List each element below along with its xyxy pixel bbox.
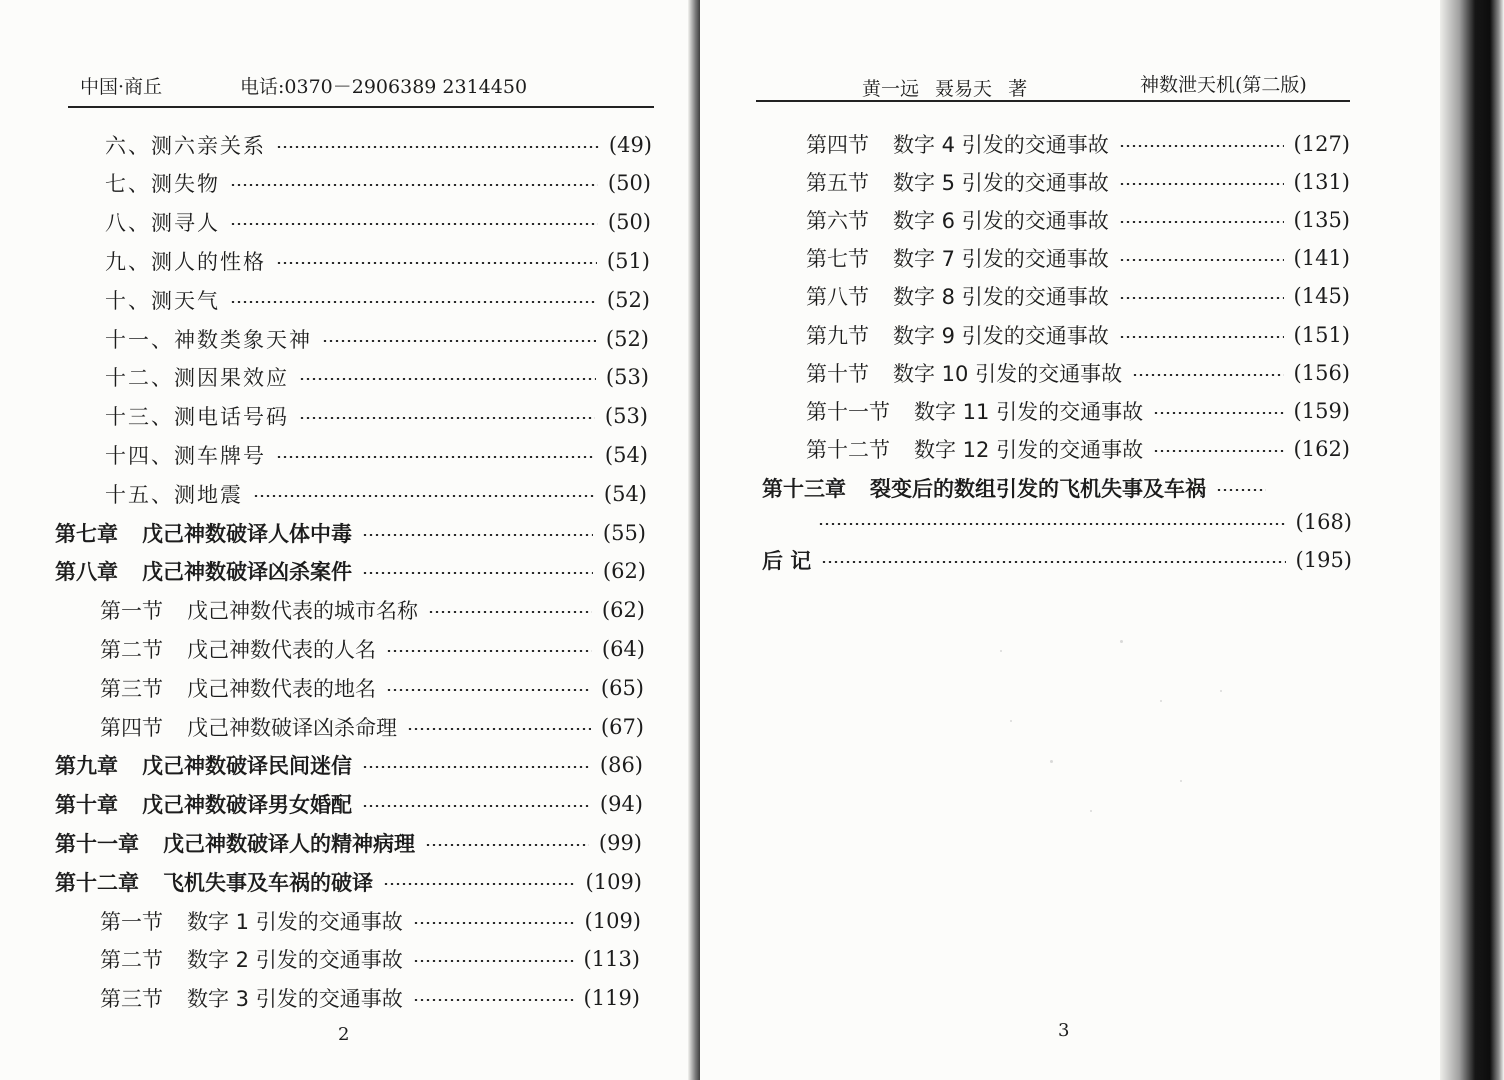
toc-entry-number: 第十章: [55, 793, 118, 818]
toc-entry-number: 第九节: [806, 323, 869, 348]
toc-entry-page: (53): [605, 365, 649, 390]
toc-entry-page: (52): [605, 326, 649, 351]
toc-entry-title: 戊己神数破译人体中毒: [142, 521, 352, 546]
toc-entry-number: 第二节: [100, 948, 163, 973]
toc-entry-title: 数字 4 引发的交通事故: [893, 132, 1109, 157]
toc-entry-title: 测失物: [151, 172, 220, 197]
toc-entry-page: (109): [584, 908, 641, 933]
toc-entry: [55, 513, 646, 552]
toc-entry-number: 第十二节: [806, 438, 890, 463]
dot-leader: [1216, 489, 1266, 491]
toc-entry-page: (131): [1293, 169, 1350, 194]
toc-entry: [105, 319, 649, 358]
toc-entry-title: 数字 7 引发的交通事故: [893, 247, 1109, 272]
toc-entry: [105, 241, 650, 280]
toc-entry-number: 第一节: [100, 599, 163, 624]
toc-entry-page: (109): [585, 869, 642, 894]
dot-leader: [1119, 259, 1284, 261]
toc-entry: [55, 785, 643, 824]
toc-entry-number: 第九章: [55, 754, 118, 779]
toc-entry: [806, 239, 1350, 278]
toc-entry-title: 测地震: [174, 482, 243, 507]
toc-entry-number: 第四节: [806, 132, 869, 157]
toc-entry-title: 戊己神数代表的地名: [187, 676, 376, 701]
scan-speck: [1220, 690, 1222, 692]
toc-entry-page: (67): [600, 714, 644, 739]
dot-leader: [362, 805, 590, 807]
toc-entry-page: (156): [1293, 360, 1350, 385]
toc-entry: [55, 862, 642, 901]
toc-entry-title: 测寻人: [151, 211, 220, 236]
toc-entry-number: 十二、: [105, 366, 174, 391]
dot-leader: [362, 534, 593, 536]
toc-entry: [105, 203, 651, 242]
toc-entry-page: (195): [1295, 547, 1352, 572]
dot-leader: [276, 262, 597, 264]
scan-speck: [1120, 640, 1123, 643]
toc-entry: [55, 823, 642, 862]
toc-entry-number: 后 记: [762, 548, 812, 573]
header-book-title: 神数泄天机(第二版): [1140, 74, 1307, 96]
page-number: 2: [338, 1024, 350, 1045]
dot-leader: [428, 611, 592, 613]
toc-entry-number: 第七节: [806, 247, 869, 272]
header-phone: 电话:0370－2906389 2314450: [240, 76, 528, 98]
toc-entry: [100, 591, 645, 630]
toc-entry-page: (64): [601, 636, 645, 661]
toc-entry: [100, 979, 640, 1018]
toc-entry-page: (159): [1293, 398, 1350, 423]
toc-entry-number: 十、: [105, 288, 151, 313]
dot-leader: [413, 922, 575, 924]
header-authors: 黄一远 聂易天 著: [862, 78, 1028, 100]
toc-entry-title: 数字 3 引发的交通事故: [187, 987, 403, 1012]
left-page: [0, 0, 690, 1080]
dot-leader: [230, 184, 598, 186]
dot-leader: [1119, 221, 1284, 223]
toc-entry-page: (113): [583, 947, 640, 972]
toc-entry: [806, 124, 1350, 163]
toc-entry-title: 测六亲关系: [151, 133, 266, 158]
scan-speck: [1000, 650, 1002, 652]
toc-entry-number: 第八章: [55, 560, 118, 585]
toc-entry: [55, 552, 646, 591]
dot-leader: [276, 456, 595, 458]
toc-entry-title: 戊己神数破译男女婚配: [142, 793, 352, 818]
toc-entry: [100, 707, 644, 746]
toc-entry-number: 九、: [105, 249, 151, 274]
toc-entry-number: 第一节: [100, 909, 163, 934]
toc-entry: [806, 200, 1350, 239]
toc-entry-title: 数字 6 引发的交通事故: [893, 208, 1109, 233]
toc-entry-title: 测因果效应: [174, 366, 289, 391]
toc-entry-page: (94): [599, 792, 643, 817]
toc-entry-page: (119): [583, 986, 640, 1011]
toc-entry-number: 第十一节: [806, 399, 890, 424]
toc-entry-page: (54): [604, 442, 648, 467]
dot-leader: [818, 523, 1286, 525]
toc-entry-number: 第七章: [55, 521, 118, 546]
toc-entry: [806, 430, 1350, 469]
toc-entry-title: 戊己神数破译凶杀案件: [142, 560, 352, 585]
toc-entry-page: (86): [599, 753, 643, 778]
toc-entry: [806, 162, 1350, 201]
toc-entry-title: 数字 12 引发的交通事故: [914, 438, 1144, 463]
right-page: [700, 0, 1504, 1080]
toc-entry-number: 第十一章: [55, 831, 139, 856]
toc-entry-page: (145): [1293, 284, 1350, 309]
toc-entry-number: 六、: [105, 133, 151, 158]
toc-entry-title: 戊己神数破译民间迷信: [142, 754, 352, 779]
dot-leader: [386, 689, 591, 691]
toc-entry-page: (162): [1293, 437, 1350, 462]
dot-leader: [407, 728, 591, 730]
toc-entry-title: 测电话号码: [174, 405, 289, 430]
toc-entry-number: 第五节: [806, 170, 869, 195]
page-number: 3: [1058, 1020, 1070, 1041]
dot-leader: [425, 844, 589, 846]
toc-entry-title: 数字 11 引发的交通事故: [914, 399, 1144, 424]
toc-entry: [105, 358, 649, 397]
dot-leader: [299, 378, 596, 380]
toc-entry: [806, 391, 1350, 430]
dot-leader: [386, 650, 592, 652]
toc-entry-title: 戊己神数代表的人名: [187, 637, 376, 662]
dot-leader: [1132, 374, 1283, 376]
scan-speck: [1050, 760, 1053, 763]
toc-entry-title: 数字 8 引发的交通事故: [893, 285, 1109, 310]
toc-entry-title: 数字 2 引发的交通事故: [187, 948, 403, 973]
dot-leader: [322, 340, 596, 342]
dot-leader: [299, 417, 595, 419]
toc-entry: [806, 353, 1350, 392]
toc-entry-title: 数字 9 引发的交通事故: [893, 323, 1109, 348]
toc-entry-page: (50): [607, 171, 651, 196]
dot-leader: [383, 883, 576, 885]
header-rule: [68, 106, 654, 108]
toc-entry-title: 数字 5 引发的交通事故: [893, 170, 1109, 195]
dot-leader: [413, 999, 574, 1001]
toc-entry-number: 十五、: [105, 482, 174, 507]
toc-entry-title: 戊己神数破译凶杀命理: [187, 715, 397, 740]
toc-entry-page: (52): [606, 287, 650, 312]
toc-entry: [105, 474, 647, 513]
toc-entry-number: 第四节: [100, 715, 163, 740]
toc-entry-page: (49): [608, 132, 652, 157]
dot-leader: [413, 960, 574, 962]
toc-entry: [806, 277, 1350, 316]
toc-entry: [100, 629, 645, 668]
toc-entry-number: 第三节: [100, 676, 163, 701]
dot-leader: [1119, 336, 1284, 338]
dot-leader: [1119, 183, 1284, 185]
toc-entry-number: 第八节: [806, 285, 869, 310]
toc-entry: [100, 940, 640, 979]
toc-entry-page: (127): [1293, 131, 1350, 156]
toc-entry: [100, 668, 644, 707]
scan-speck: [1090, 810, 1092, 812]
header-rule: [756, 100, 1350, 102]
toc-entry: [105, 125, 652, 164]
scan-speck: [1180, 780, 1182, 782]
toc-entry-title: 数字 1 引发的交通事故: [187, 909, 403, 934]
toc-entry-continuation: [818, 502, 1352, 541]
scan-speck: [1010, 720, 1012, 722]
toc-entry-page: (99): [598, 830, 642, 855]
toc-entry-page: (141): [1293, 246, 1350, 271]
toc-entry-number: 第三节: [100, 987, 163, 1012]
toc-entry-title: 数字 10 引发的交通事故: [893, 361, 1123, 386]
toc-entry-number: 十一、: [105, 327, 174, 352]
toc-entry-number: 第十三章: [762, 476, 846, 501]
toc-entry-number: 十三、: [105, 405, 174, 430]
toc-entry-page: (135): [1293, 207, 1350, 232]
dot-leader: [253, 495, 594, 497]
header-location: 中国·商丘: [80, 76, 163, 98]
toc-entry-page: (53): [604, 404, 648, 429]
toc-entry-page: (151): [1293, 322, 1350, 347]
toc-entry-title: 飞机失事及车祸的破译: [163, 870, 373, 895]
dot-leader: [1119, 297, 1284, 299]
dot-leader: [1153, 412, 1283, 414]
toc-entry-title: 测人的性格: [151, 249, 266, 274]
toc-entry-page: (51): [606, 248, 650, 273]
toc-entry-page: (50): [607, 210, 651, 235]
dot-leader: [1119, 145, 1284, 147]
dot-leader: [230, 223, 598, 225]
toc-entry-number: 第二节: [100, 637, 163, 662]
toc-entry-title: 神数类象天神: [174, 327, 312, 352]
toc-entry: [105, 435, 648, 474]
dot-leader: [362, 572, 593, 574]
toc-entry: [105, 397, 648, 436]
dot-leader: [1153, 450, 1283, 452]
toc-entry-number: 七、: [105, 172, 151, 197]
toc-entry-title: 戊己神数破译人的精神病理: [163, 831, 415, 856]
toc-entry: [105, 164, 651, 203]
toc-entry-page: (54): [603, 481, 647, 506]
toc-entry-page: (62): [602, 559, 646, 584]
toc-entry: [762, 540, 1352, 579]
toc-entry-number: 十四、: [105, 443, 174, 468]
toc-entry: [100, 901, 641, 940]
toc-entry-title: 测车牌号: [174, 443, 266, 468]
toc-entry-title: 裂变后的数组引发的飞机失事及车祸: [870, 476, 1206, 501]
toc-entry-number: 第十节: [806, 361, 869, 386]
toc-entry-number: 第十二章: [55, 870, 139, 895]
toc-entry-number: 八、: [105, 211, 151, 236]
dot-leader: [276, 146, 599, 148]
toc-entry-page: (168): [1295, 509, 1352, 534]
toc-entry-page: (62): [601, 598, 645, 623]
scan-speck: [1160, 700, 1162, 702]
toc-entry-number: 第六节: [806, 208, 869, 233]
toc-entry-page: (65): [600, 675, 644, 700]
toc-entry: [806, 315, 1350, 354]
dot-leader: [230, 301, 597, 303]
toc-entry: [105, 280, 650, 319]
toc-entry-title: 戊己神数代表的城市名称: [187, 599, 418, 624]
toc-entry-title: 测天气: [151, 288, 220, 313]
page-edge-shadow: [1440, 0, 1504, 1080]
dot-leader: [821, 561, 1285, 563]
toc-entry-page: (55): [602, 520, 646, 545]
toc-entry: [55, 746, 643, 785]
dot-leader: [362, 766, 590, 768]
